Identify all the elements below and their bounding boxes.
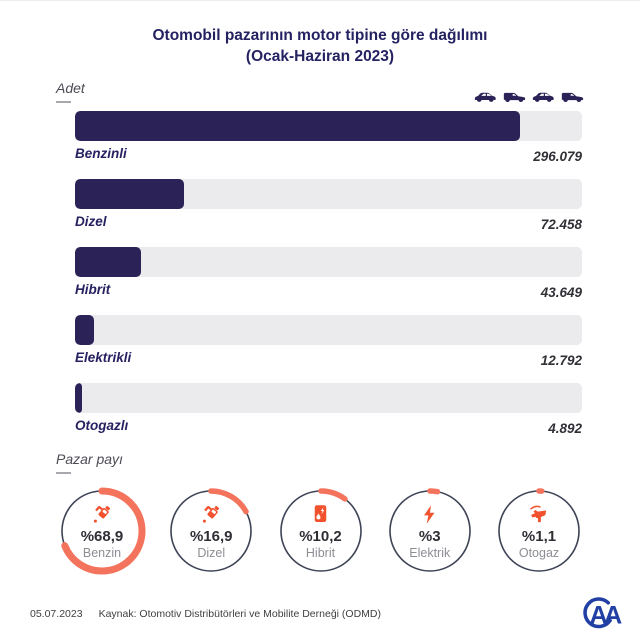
bar-category-label: Otogazlı	[75, 418, 129, 433]
share-label-text: Pazar payı	[56, 451, 123, 467]
share-pct: %1,1	[521, 527, 557, 545]
lpg-gun-icon	[528, 503, 551, 526]
share-circle	[57, 486, 147, 576]
bar-value-label: 296.079	[533, 149, 582, 164]
svg-text:A: A	[589, 601, 608, 630]
bar-track	[75, 179, 582, 209]
share-pct: %10,2	[299, 527, 342, 545]
share-circle-content	[57, 486, 147, 576]
vehicle-icons	[473, 90, 585, 103]
share-pct: %68,9	[80, 527, 124, 545]
bar-track	[75, 247, 582, 277]
bar-fill	[75, 315, 94, 345]
svg-text:A: A	[604, 601, 623, 630]
bar-row	[75, 179, 582, 234]
van-icon	[560, 90, 585, 103]
share-circle	[494, 486, 584, 576]
share-circle	[385, 486, 475, 576]
footer-left	[30, 608, 381, 620]
share-icon-slot	[418, 503, 441, 527]
footer-date: 05.07.2023	[30, 608, 83, 620]
bar-fill	[75, 111, 520, 141]
bar-meta	[75, 214, 582, 234]
bar-track	[75, 315, 582, 345]
bar-row	[75, 111, 582, 166]
bar-meta	[75, 146, 582, 166]
bar-value-label: 4.892	[548, 421, 582, 436]
bar-value-label: 72.458	[540, 217, 582, 232]
share-icon-slot	[200, 503, 223, 527]
chart-title-line2: (Ocak-Haziran 2023)	[245, 48, 395, 65]
bar-row	[75, 247, 582, 302]
aa-logo	[583, 595, 626, 633]
bar-track	[75, 111, 582, 141]
lightning-icon	[418, 503, 441, 526]
bar-fill	[75, 179, 184, 209]
share-section-label	[56, 451, 640, 474]
chart-title-line1: Otomobil pazarının motor tipine göre dağılımı	[152, 27, 488, 44]
share-pct: %16,9	[189, 527, 233, 545]
bar-track	[75, 383, 582, 413]
bar-chart	[75, 111, 582, 451]
share-circle-content	[385, 486, 475, 576]
bar-category-label: Elektrikli	[75, 350, 132, 365]
units-label-underline	[56, 101, 71, 103]
chart-title	[0, 25, 640, 67]
fuel-nozzle-icon	[200, 503, 223, 526]
share-category-label: Hibrit	[305, 545, 336, 560]
share-icon-slot	[309, 503, 332, 527]
footer	[0, 595, 640, 641]
bar-category-label: Benzinli	[75, 146, 127, 161]
share-category-label: Otogaz	[518, 545, 560, 560]
units-row	[56, 80, 585, 103]
bar-value-label: 43.649	[540, 285, 582, 300]
share-icon-slot	[91, 503, 114, 527]
bar-row	[75, 383, 582, 438]
bar-meta	[75, 282, 582, 302]
bar-fill	[75, 383, 82, 413]
share-icon-slot	[528, 503, 551, 527]
share-label-underline	[56, 472, 71, 474]
car-icon	[531, 90, 556, 103]
share-category-label: Benzin	[82, 545, 122, 560]
bar-meta	[75, 350, 582, 370]
units-label-text: Adet	[56, 80, 85, 96]
share-circle-content	[166, 486, 256, 576]
footer-source: Kaynak: Otomotiv Distribütörleri ve Mobilite Derneği (ODMD)	[98, 608, 381, 620]
share-circle	[166, 486, 256, 576]
bar-category-label: Hibrit	[75, 282, 111, 297]
share-category-label: Dizel	[197, 545, 226, 560]
bar-value-label: 12.792	[540, 353, 582, 368]
car-icon	[473, 90, 498, 103]
van-icon	[502, 90, 527, 103]
bar-row	[75, 315, 582, 370]
share-pct: %3	[418, 527, 441, 545]
charging-pump-icon	[309, 503, 332, 526]
bar-category-label: Dizel	[75, 214, 107, 229]
share-circle-content	[276, 486, 366, 576]
bar-meta	[75, 418, 582, 438]
share-circle-content	[494, 486, 584, 576]
share-row	[57, 486, 584, 576]
units-section-label	[56, 80, 85, 103]
share-category-label: Elektrik	[409, 545, 451, 560]
share-circle	[276, 486, 366, 576]
bar-fill	[75, 247, 141, 277]
fuel-nozzle-icon	[91, 503, 114, 526]
